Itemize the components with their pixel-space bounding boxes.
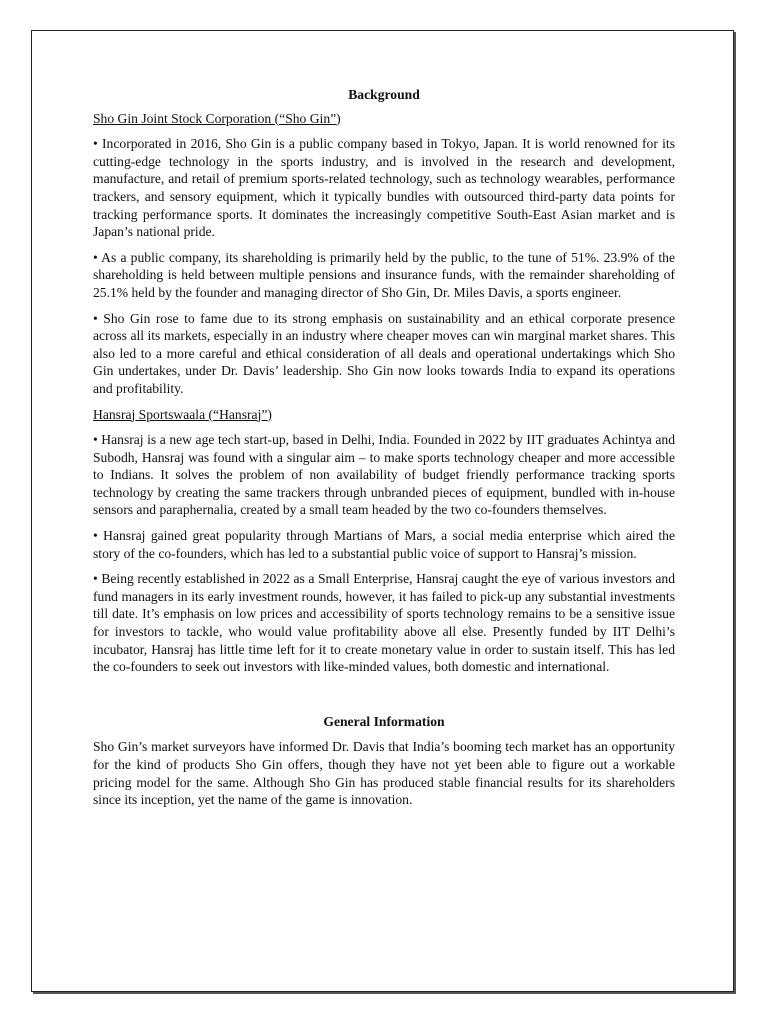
sho-gin-paragraph-1: • Incorporated in 2016, Sho Gin is a public company based in Tokyo, Japan. It is world renowned for its cutting-edge technology in the sports industry, and is involved in the research and development, manufacture, and retail of premium sports-related technology, such as technology wearables, performance trackers, and sensory equipment, which it typically bundles with outsourced third-party data points for tracking performance sports. It dominates the increasingly competitive South-East Asian market and is Japan’s national pride. bbox=[93, 136, 675, 240]
general-information-heading: General Information bbox=[323, 713, 445, 729]
sho-gin-paragraph-3: • Sho Gin rose to fame due to its strong emphasis on sustainability and an ethical corporate presence across all its markets, especially in an industry where cheaper moves can win marginal market shares. This also led to a more careful and ethical consideration of all deals and operational undertakings which Sho Gin undertakes, under Dr. Davis’ leadership. Sho Gin now looks towards India to expand its operations and profitability. bbox=[93, 310, 675, 396]
sho-gin-subheading: Sho Gin Joint Stock Corporation (“Sho Gin”) bbox=[93, 110, 341, 126]
sho-gin-paragraph-2: • As a public company, its shareholding is primarily held by the public, to the tune of 51%. 23.9% of the shareholding is held between multiple pensions and insurance funds, with the remainder shareholding of 25.1% held by the founder and managing director of Sho Gin, Dr. Miles Davis, a sports engineer. bbox=[93, 249, 675, 300]
hansraj-paragraph-1: • Hansraj is a new age tech start-up, based in Delhi, India. Founded in 2022 by IIT graduates Achintya and Subodh, Hansraj was found with a singular aim – to make sports technology cheaper and more accessible to Indians. It solves the problem of non availability of budget friendly performance tracking sports technology by creating the same trackers through unbranded pieces of equipment, bundled with in-house sensors and paraphernalia, created by a small team headed by the two co-founders themselves. bbox=[93, 432, 675, 518]
document-body bbox=[93, 86, 675, 817]
hansraj-paragraph-2: • Hansraj gained great popularity through Martians of Mars, a social media enterprise which aired the story of the co-founders, which has led to a substantial public voice of support to Hansraj’s mission. bbox=[93, 528, 675, 561]
general-information-paragraph: Sho Gin’s market surveyors have informed Dr. Davis that India’s booming tech market has an opportunity for the kind of products Sho Gin offers, though they have not yet been able to figure out a workable pricing model for the same. Although Sho Gin has produced stable financial results for its shareholders since its inception, yet the name of the game is innovation. bbox=[93, 739, 675, 808]
hansraj-paragraph-3: • Being recently established in 2022 as a Small Enterprise, Hansraj caught the eye of various investors and fund managers in its early investment rounds, however, it has failed to pick-up any substantial investments till date. It’s emphasis on low prices and accessibility of sports technology remains to be a sensitive issue for investors to tackle, who would value profitability above all else. Presently funded by IIT Delhi’s incubator, Hansraj has little time left for it to create monetary value in order to sustain itself. This has led the co-founders to seek out investors with like-minded values, both domestic and international. bbox=[93, 571, 675, 675]
hansraj-subheading: Hansraj Sportswaala (“Hansraj”) bbox=[93, 406, 272, 422]
background-heading: Background bbox=[348, 87, 420, 102]
